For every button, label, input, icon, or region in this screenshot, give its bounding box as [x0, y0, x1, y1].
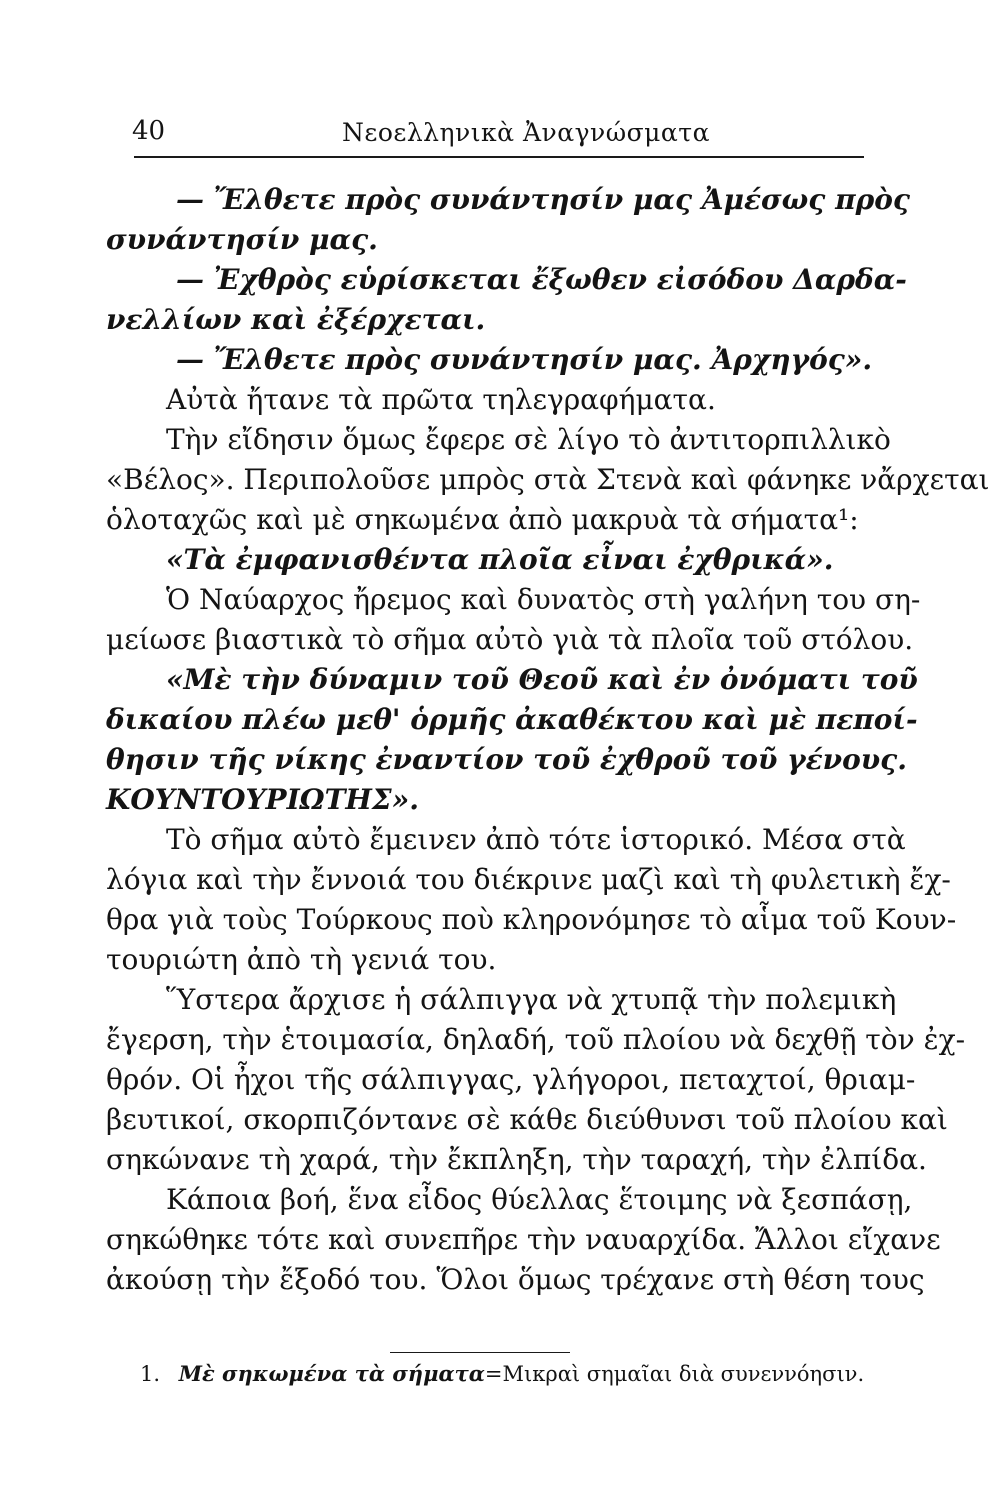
text-line: Τὸ σῆμα αὐτὸ ἔμεινεν ἀπὸ τότε ἱστορικό. Μέσα στὰ	[166, 823, 906, 856]
footnote	[140, 1360, 865, 1388]
header-rule	[134, 156, 864, 158]
text-line: ἔγερση, τὴν ἑτοιμασία, δηλαδή, τοῦ πλοίου νὰ δεχθῇ τὸν ἐχ-	[106, 1023, 966, 1056]
text-line: δικαίου πλέω μεθ' ὁρμῆς ἀκαθέκτου καὶ μὲ πεποί-	[106, 703, 918, 736]
text-line: Ὁ Ναύαρχος ἤρεμος καὶ δυνατὸς στὴ γαλήνη του ση-	[166, 583, 921, 616]
text-line: — Ἔλθετε πρὸς συνάντησίν μας Ἀμέσως πρὸς	[176, 183, 910, 216]
text-line: ὁλοταχῶς καὶ μὲ σηκωμένα ἀπὸ μακρυὰ τὰ σήματα¹:	[106, 503, 859, 536]
text-line: Αὐτὰ ἤτανε τὰ πρῶτα τηλεγραφήματα.	[166, 383, 716, 416]
body-text	[106, 180, 989, 1300]
footnote-term: Μὲ σηκωμένα τὰ σήματα	[178, 1361, 485, 1386]
text-line: ἀκούσῃ τὴν ἔξοδό του. Ὅλοι ὅμως τρέχανε στὴ θέση τους	[106, 1263, 925, 1296]
text-line: βευτικοί, σκορπιζόντανε σὲ κάθε διεύθυνσι τοῦ πλοίου καὶ	[106, 1103, 948, 1136]
text-line: μείωσε βιαστικὰ τὸ σῆμα αὐτὸ γιὰ τὰ πλοῖα τοῦ στόλου.	[106, 623, 914, 656]
page-header	[132, 116, 872, 156]
text-line: Τὴν εἴδησιν ὅμως ἔφερε σὲ λίγο τὸ ἀντιτορπιλλικὸ	[166, 423, 891, 456]
running-title: Νεοελληνικὰ Ἀναγνώσματα	[342, 118, 711, 147]
footnote-rule	[390, 1352, 570, 1353]
text-line: νελλίων καὶ ἐξέρχεται.	[106, 303, 486, 336]
text-line: συνάντησίν μας.	[106, 223, 378, 256]
text-line: — Ἐχθρὸς εὑρίσκεται ἔξωθεν εἰσόδου Δαρδα-	[176, 263, 907, 296]
text-line: θρόν. Οἱ ἦχοι τῆς σάλπιγγας, γλήγοροι, πεταχτοί, θριαμ-	[106, 1063, 916, 1096]
text-line: ΚΟΥΝΤΟΥΡΙΩΤΗΣ».	[106, 783, 419, 816]
page-number: 40	[132, 116, 166, 146]
text-line: λόγια καὶ τὴν ἔννοιά του διέκρινε μαζὶ καὶ τὴ φυλετικὴ ἔχ-	[106, 863, 951, 896]
text-line: «Μὲ τὴν δύναμιν τοῦ Θεοῦ καὶ ἐν ὀνόματι τοῦ	[166, 663, 918, 696]
text-line: Κάποια βοή, ἕνα εἶδος θύελλας ἕτοιμης νὰ ξεσπάσῃ,	[166, 1183, 913, 1216]
text-line: σηκώθηκε τότε καὶ συνεπῆρε τὴν ναυαρχίδα. Ἄλλοι εἴχανε	[106, 1223, 941, 1256]
text-line: Ὕστερα ἄρχισε ἡ σάλπιγγα νὰ χτυπᾷ τὴν πολεμικὴ	[166, 983, 897, 1016]
text-line: σηκώνανε τὴ χαρά, τὴν ἔκπληξη, τὴν ταραχή, τὴν ἐλπίδα.	[106, 1143, 927, 1176]
text-line: «Βέλος». Περιπολοῦσε μπρὸς στὰ Στενὰ καὶ φάνηκε νἄρχεται	[106, 463, 989, 496]
text-line: «Τὰ ἐμφανισθέντα πλοῖα εἶναι ἐχθρικά».	[166, 543, 834, 576]
footnote-definition: =Μικραὶ σημαῖαι διὰ συνεννόησιν.	[484, 1362, 865, 1386]
text-line: θρα γιὰ τοὺς Τούρκους ποὺ κληρονόμησε τὸ αἷμα τοῦ Κουν-	[106, 903, 957, 936]
text-line: τουριώτη ἀπὸ τὴ γενιά του.	[106, 943, 497, 976]
text-line: — Ἔλθετε πρὸς συνάντησίν μας. Ἀρχηγός».	[176, 343, 873, 376]
footnote-number: 1.	[140, 1362, 161, 1386]
text-line: θησιν τῆς νίκης ἐναντίον τοῦ ἐχθροῦ τοῦ γένους.	[106, 743, 907, 776]
